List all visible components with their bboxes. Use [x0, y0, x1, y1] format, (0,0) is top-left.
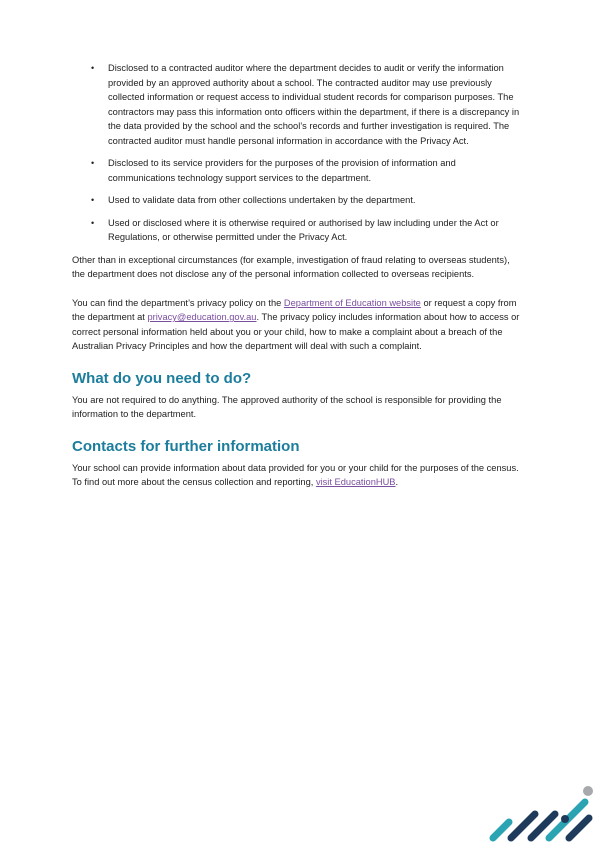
list-item-text: Disclosed to a contracted auditor where the department decides to audit or verify the information provided by an approved authority about a school. The contracted auditor may use previously collected information or request access to individual student records for comparison purposes. The contractors may pass this information onto officers within the department, if there is a discrepancy in the data provided by the school and the school’s records and further investigation is required. The contracted auditor must handle personal information in accordance with the Privacy Act. — [108, 63, 520, 146]
bullet-dot-icon: • — [91, 217, 95, 228]
list-item-text: Used or disclosed where it is otherwise required or authorised by law including under the Act or Regulations, or otherwise permitted under the Privacy Act. — [108, 217, 499, 242]
privacy-email-link[interactable]: privacy@education.gov.au — [147, 312, 257, 322]
what-to-do-paragraph: You are not required to do anything. The approved authority of the school is responsible for providing the information to the department. — [72, 394, 502, 419]
bullet-dot-icon: • — [91, 195, 95, 205]
list-item — [72, 61, 522, 148]
privacy-text-2: or request a copy from the department at — [72, 297, 517, 322]
list-item — [72, 216, 522, 245]
department-website-link[interactable]: Department of Education website — [283, 297, 421, 308]
overseas-paragraph: Other than in exceptional circumstances (for example, investigation of fraud relating to overseas students), the department does not disclose any of the personal information collected to overseas recipients. — [72, 254, 510, 279]
stripe-teal-1 — [493, 822, 509, 838]
list-item — [72, 156, 522, 185]
contacts-paragraph — [72, 461, 522, 490]
privacy-paragraph — [72, 296, 522, 354]
bullet-dot-icon: • — [91, 158, 95, 168]
educationhub-link[interactable]: visit EducationHUB — [315, 477, 396, 487]
privacy-text-3: . The privacy policy includes information about how to access or correct personal information held about you or your child, how to make a complaint about a breach of the Australian Privacy Principles and how the department will deal with such a complaint. — [72, 312, 520, 351]
contacts-text: Your school can provide information about data provided for you or your child for the purposes of the census. To find out more about the census collection and reporting, — [72, 462, 519, 487]
brand-stripes-decoration-icon — [485, 782, 595, 842]
dot-grey — [583, 786, 593, 796]
contacts-text-end: . — [395, 477, 399, 487]
section-heading-what-to-do: What do you need to do? — [72, 369, 252, 387]
stripe-navy-3 — [569, 818, 589, 838]
bullet-list — [72, 61, 522, 245]
section-heading-contacts: Contacts for further information — [72, 437, 300, 455]
list-item — [72, 193, 522, 208]
list-item-text: Used to validate data from other collections undertaken by the department. — [108, 195, 416, 205]
list-item-text: Disclosed to its service providers for the purposes of the provision of information and communications technology support services to the department. — [108, 158, 456, 183]
privacy-text-1: You can find the department’s privacy policy on the — [72, 297, 284, 308]
dot-navy — [561, 815, 569, 823]
document-page — [72, 61, 522, 504]
bullet-dot-icon: • — [91, 63, 95, 73]
